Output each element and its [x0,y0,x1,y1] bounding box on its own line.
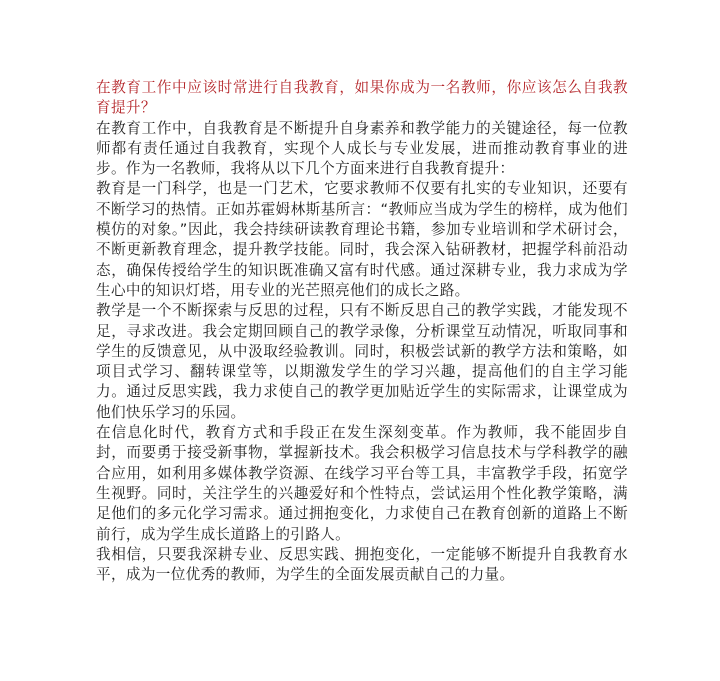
paragraph-professional-study: 教育是一门科学，也是一门艺术，它要求教师不仅要有扎实的专业知识，还要有不断学习的热情。正如苏霍姆林斯基所言：“教师应当成为学生的榜样，成为他们模仿的对象。”因此，我会持续研读教育理论书籍，参加专业培训和学术研讨会，不断更新教育理念，提升教学技能。同时，我会深入钻研教材，把握学科前沿动态，确保传授给学生的知识既准确又富有时代感。通过深耕专业，我力求成为学生心中的知识灯塔，用专业的光芒照亮他们的成长之路。 [96,180,628,299]
paragraph-conclusion: 我相信，只要我深耕专业、反思实践、拥抱变化，一定能够不断提升自我教育水平，成为一位优秀的教师，为学生的全面发展贡献自己的力量。 [96,545,628,584]
paragraph-embracing-change: 在信息化时代，教育方式和手段正在发生深刻变革。作为教师，我不能固步自封，而要勇于接受新事物，掌握新技术。我会积极学习信息技术与学科教学的融合应用，如利用多媒体教学资源、在线学习平台等工具，丰富教学手段，拓宽学生视野。同时，关注学生的兴趣爱好和个性特点，尝试运用个性化教学策略，满足他们的多元化学习需求。通过拥抱变化，力求使自己在教育创新的道路上不断前行，成为学生成长道路上的引路人。 [96,424,628,543]
question-heading: 在教育工作中应该时常进行自我教育，如果你成为一名教师，你应该怎么自我教育提升？ [96,79,628,117]
paragraph-intro: 在教育工作中，自我教育是不断提升自身素养和教学能力的关键途径，每一位教师都有责任通过自我教育，实现个人成长与专业发展，进而推动教育事业的进步。作为一名教师，我将从以下几个方面来进行自我教育提升： [96,119,628,178]
paragraph-reflective-practice: 教学是一个不断探索与反思的过程，只有不断反思自己的教学实践，才能发现不足，寻求改进。我会定期回顾自己的教学录像，分析课堂互动情况，听取同事和学生的反馈意见，从中汲取经验教训。同时，积极尝试新的教学方法和策略，如项目式学习、翻转课堂等，以期激发学生的学习兴趣，提高他们的自主学习能力。通过反思实践，我力求使自己的教学更加贴近学生的实际需求，让课堂成为他们快乐学习的乐园。 [96,302,628,421]
article [96,78,628,585]
